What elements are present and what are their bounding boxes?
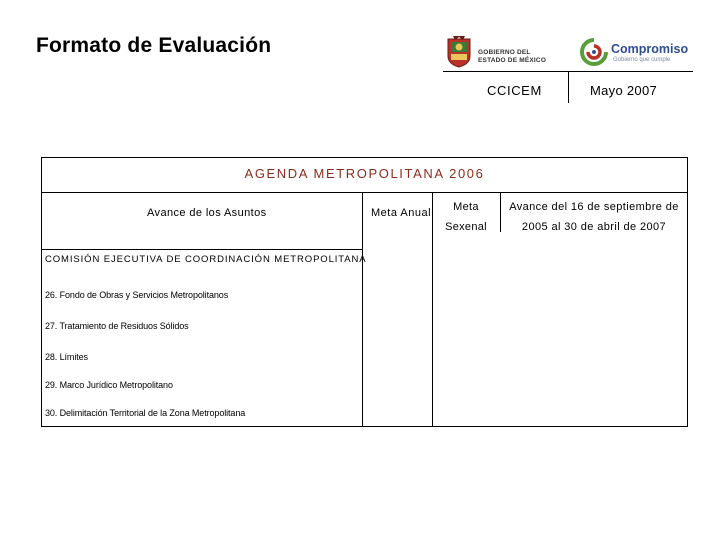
table-title-divider: [42, 192, 687, 193]
gobierno-logo: [445, 36, 560, 68]
org-label: CCICEM: [487, 83, 542, 98]
meta-sexenal-line2: Sexenal: [445, 221, 487, 233]
table-title: AGENDA METROPOLITANA 2006: [244, 166, 485, 181]
table-header-divider: [42, 249, 363, 250]
column-header-meta-anual: Meta Anual: [371, 207, 432, 219]
compromiso-swirl-icon: [580, 38, 608, 66]
agenda-table: [41, 157, 688, 427]
avance-line1: Avance del 16 de septiembre de: [509, 201, 679, 213]
column-header-avance: [504, 197, 684, 237]
header-divider-vertical: [568, 71, 569, 103]
column-divider-2: [432, 192, 433, 426]
column-divider-3: [500, 192, 501, 232]
agenda-item: 30. Delimitación Territorial de la Zona Metropolitana: [45, 408, 246, 418]
compromiso-logo-word: Compromiso: [611, 42, 689, 56]
column-header-asuntos: Avance de los Asuntos: [147, 207, 267, 219]
agenda-item: 29. Marco Jurídico Metropolitano: [45, 380, 173, 390]
agenda-item: 28. Límites: [45, 352, 88, 362]
column-divider-1: [362, 192, 363, 426]
meta-sexenal-line1: Meta: [453, 201, 479, 213]
agenda-item: 26. Fondo de Obras y Servicios Metropolitanos: [45, 290, 229, 300]
gobierno-logo-line2: ESTADO DE MÉXICO: [478, 57, 547, 64]
gobierno-logo-line1: GOBIERNO DEL: [478, 49, 531, 56]
agenda-item: 27. Tratamiento de Residuos Sólidos: [45, 321, 189, 331]
state-coat-of-arms-icon: [445, 36, 473, 68]
column-header-meta-sexenal: [434, 197, 498, 237]
commission-heading: COMISIÓN EJECUTIVA DE COORDINACIÓN METROPOLITANA: [45, 254, 367, 265]
page-title: Formato de Evaluación: [36, 34, 272, 57]
compromiso-logo: [580, 38, 690, 68]
avance-line2: 2005 al 30 de abril de 2007: [521, 221, 667, 233]
date-label: Mayo 2007: [590, 83, 658, 98]
compromiso-logo-slogan: Gobierno que cumple: [613, 57, 671, 63]
gobierno-logo-text: [478, 49, 546, 65]
